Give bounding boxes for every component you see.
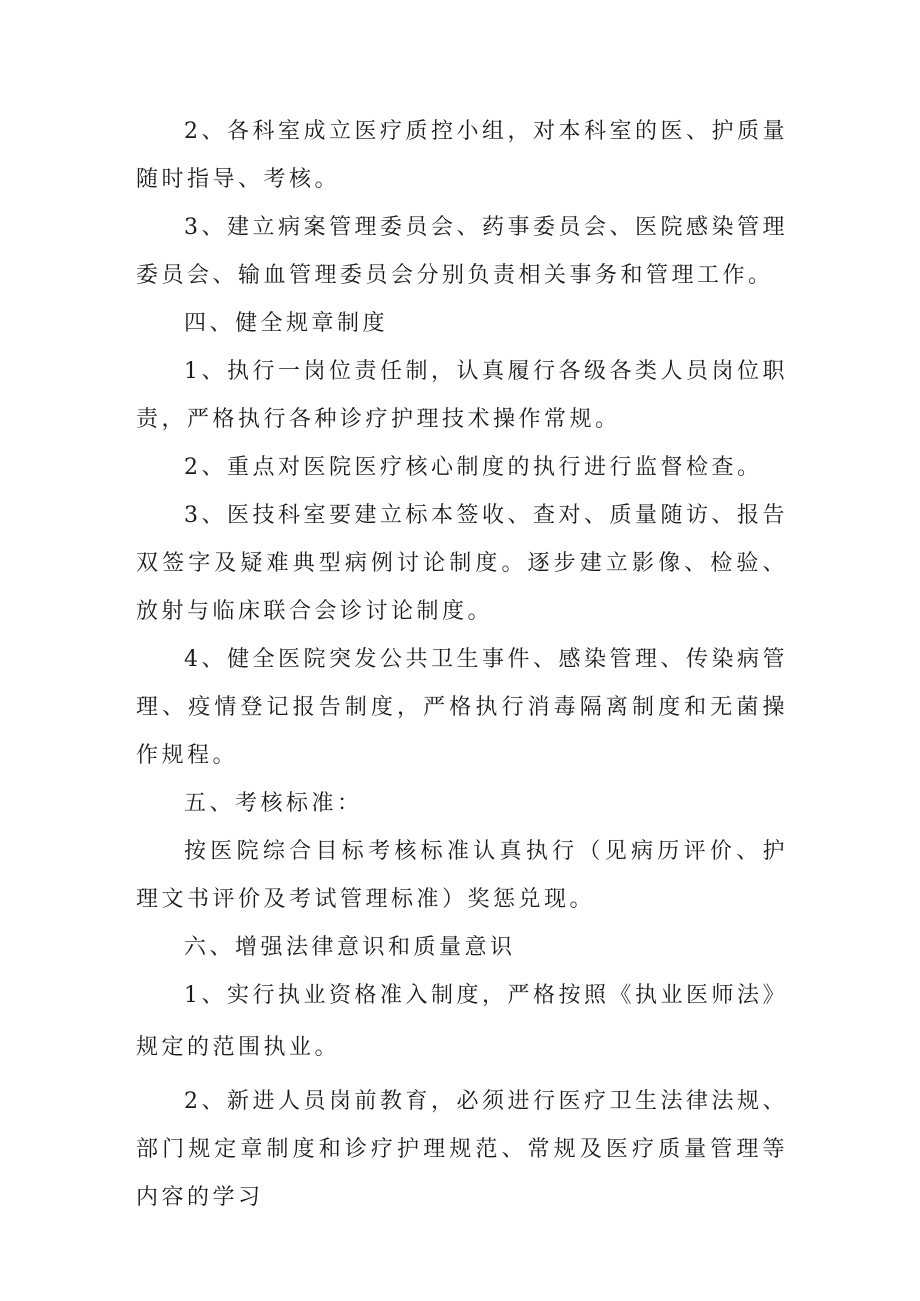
paragraph-core-system-supervision: 2、重点对医院医疗核心制度的执行进行监督检查。 <box>184 455 763 480</box>
section-heading-assessment: 五、考核标准： <box>184 791 363 816</box>
paragraph-public-health-events: 4、健全医院突发公共卫生事件、感染管理、传染病管理、疫情登记报告制度，严格执行消毒隔离制度和无菌操作规程。 <box>136 647 788 768</box>
paragraph-post-responsibility: 1、执行一岗位责任制，认真履行各级各类人员岗位职责，严格执行各种诊疗护理技术操作常规。 <box>136 359 788 432</box>
document-body <box>136 108 788 1222</box>
paragraph-committees: 3、建立病案管理委员会、药事委员会、医院感染管理委员会、输血管理委员会分别负责相关事务和管理工作。 <box>136 215 788 288</box>
section-heading-legal-awareness: 六、增强法律意识和质量意识 <box>184 935 516 960</box>
paragraph-practice-scope: 规定的范围执业。 <box>136 1035 341 1060</box>
paragraph-new-staff-education: 2、新进人员岗前教育，必须进行医疗卫生法律法规、部门规定章制度和诊疗护理规范、常规及医疗质量管理等内容的学习 <box>136 1089 788 1210</box>
paragraph-quality-control-groups: 2、各科室成立医疗质控小组，对本科室的医、护质量随时指导、考核。 <box>136 119 788 192</box>
paragraph-medical-technology: 3、医技科室要建立标本签收、查对、质量随访、报告双签字及疑难典型病例讨论制度。逐步建立影像、检验、放射与临床联合会诊讨论制度。 <box>136 503 788 624</box>
section-heading-rules: 四、健全规章制度 <box>184 311 389 336</box>
paragraph-assessment-standards: 按医院综合目标考核标准认真执行（见病历评价、护理文书评价及考试管理标准）奖惩兑现。 <box>136 839 788 912</box>
paragraph-practice-qualification: 1、实行执业资格准入制度，严格按照《执业医师法》 <box>184 983 788 1008</box>
